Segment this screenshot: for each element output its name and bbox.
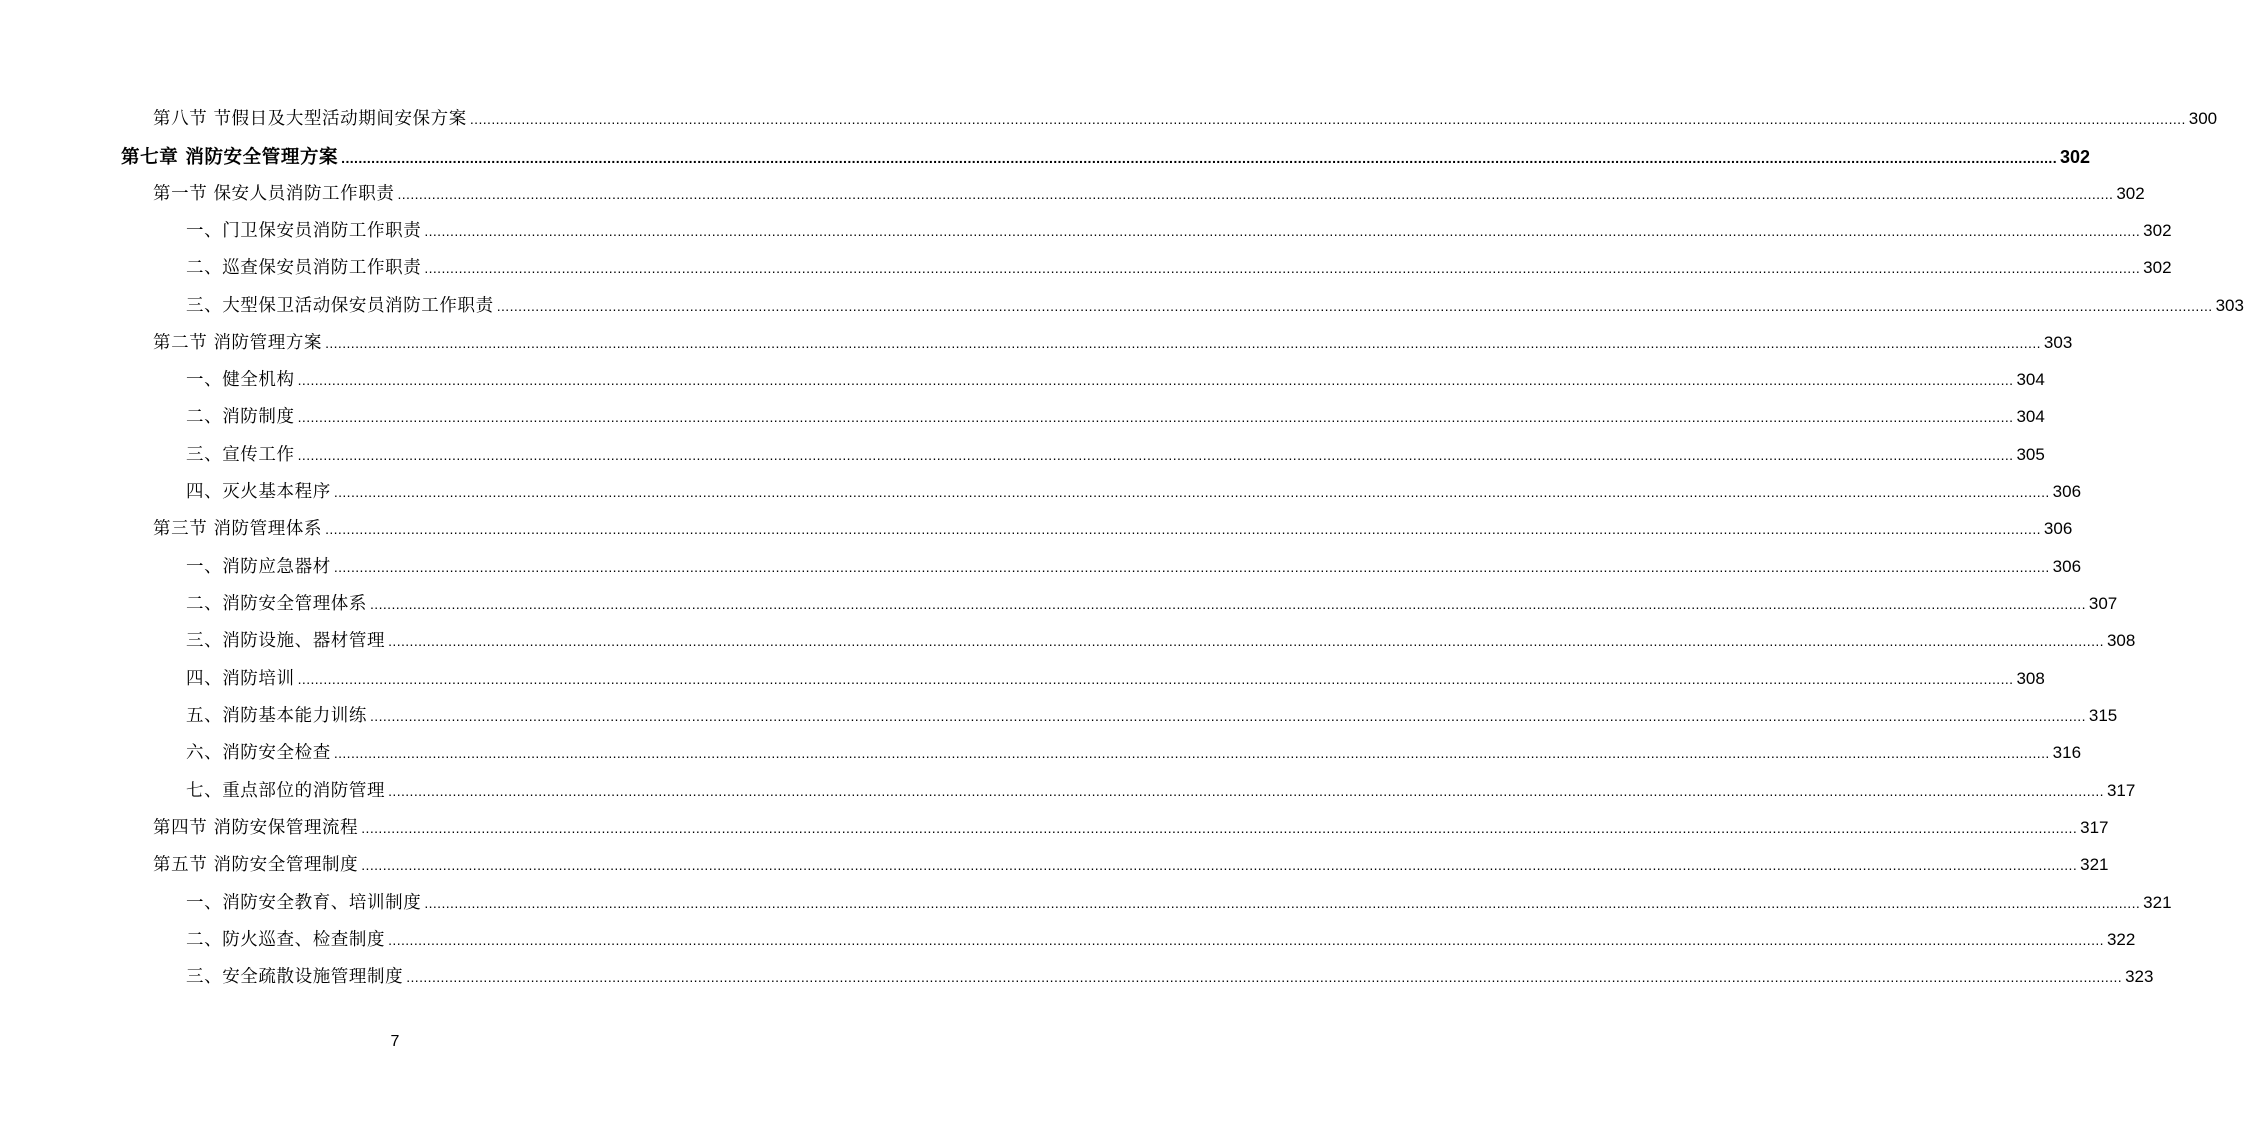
toc-entry[interactable] [186, 668, 2045, 690]
toc-entry-title: 六、消防安全检查 [186, 743, 331, 763]
toc-entry-title: 第五节 消防安全管理制度 [153, 855, 359, 875]
toc-entry[interactable] [186, 481, 2082, 503]
toc-leader-dots: ................................................................................................................................................................................................................................................................................................................................................................................................................ [370, 708, 2086, 724]
toc-entry-title: 第八节 节假日及大型活动期间安保方案 [153, 109, 467, 129]
toc-entry-page: 300 [2188, 109, 2218, 128]
toc-leader-dots: ................................................................................................................................................................................................................................................................................................................................................................................................................ [297, 372, 2014, 388]
toc-entry-page: 306 [2052, 557, 2082, 576]
toc-leader-dots: ................................................................................................................................................................................................................................................................................................................................................................................................................ [325, 521, 2041, 537]
toc-entry[interactable] [153, 332, 2073, 354]
toc-entry-title: 三、消防设施、器材管理 [186, 631, 386, 651]
toc-entry-page: 302 [2143, 221, 2172, 240]
toc-leader-dots: ................................................................................................................................................................................................................................................................................................................................................................................................................ [333, 559, 2050, 575]
toc-entry-page: 317 [2106, 781, 2136, 800]
toc-entry-page: 303 [2215, 296, 2244, 315]
page-number: 7 [390, 1033, 400, 1050]
toc-leader-dots: ................................................................................................................................................................................................................................................................................................................................................................................................................ [361, 857, 2078, 873]
toc-leader-dots: ................................................................................................................................................................................................................................................................................................................................................................................................................ [370, 596, 2086, 612]
toc-entry[interactable] [186, 220, 2172, 242]
toc-entry-title: 第七章 消防安全管理方案 [121, 147, 339, 168]
toc-entry-page: 304 [2016, 407, 2045, 426]
toc-entry[interactable] [153, 108, 2218, 130]
toc-entry[interactable] [153, 854, 2109, 876]
toc-leader-dots: ................................................................................................................................................................................................................................................................................................................................................................................................................ [424, 895, 2141, 911]
toc-entry-page: 315 [2088, 706, 2118, 725]
toc-entry-title: 一、消防安全教育、培训制度 [186, 893, 422, 913]
toc-entry[interactable] [186, 257, 2172, 279]
toc-leader-dots: ................................................................................................................................................................................................................................................................................................................................................................................................................ [388, 783, 2104, 799]
toc-entry-page: 307 [2088, 594, 2118, 613]
toc-entry-title: 二、巡查保安员消防工作职责 [186, 258, 422, 278]
toc-entry[interactable] [186, 966, 2154, 988]
toc-entry-title: 三、大型保卫活动保安员消防工作职责 [186, 296, 494, 316]
toc-entry-title: 二、消防安全管理体系 [186, 594, 367, 614]
toc-entry[interactable] [186, 295, 2244, 317]
toc-entry-page: 321 [2080, 855, 2109, 874]
toc-leader-dots: ................................................................................................................................................................................................................................................................................................................................................................................................................ [297, 671, 2014, 687]
toc-entry-page: 306 [2043, 519, 2073, 538]
toc-entry-title: 第三节 消防管理体系 [153, 519, 323, 539]
toc-leader-dots: ................................................................................................................................................................................................................................................................................................................................................................................................................ [388, 633, 2104, 649]
toc-leader-dots: ................................................................................................................................................................................................................................................................................................................................................................................................................ [397, 186, 2114, 202]
toc-entry[interactable] [186, 406, 2045, 428]
toc-entry-page: 323 [2125, 967, 2154, 986]
toc-leader-dots: ................................................................................................................................................................................................................................................................................................................................................................................................................ [333, 745, 2050, 761]
toc-entry-title: 一、健全机构 [186, 370, 295, 390]
toc-entry[interactable] [186, 369, 2045, 391]
toc-entry[interactable] [186, 780, 2136, 802]
toc-entry[interactable] [153, 183, 2145, 205]
toc-entry-page: 302 [2143, 258, 2172, 277]
toc-entry[interactable] [186, 929, 2136, 951]
toc-leader-dots: ................................................................................................................................................................................................................................................................................................................................................................................................................ [424, 260, 2141, 276]
toc-entry-title: 二、消防制度 [186, 407, 295, 427]
toc-entry-page: 305 [2016, 445, 2045, 464]
toc-entry[interactable] [186, 630, 2136, 652]
toc-entry-page: 316 [2052, 743, 2082, 762]
toc-entry[interactable] [153, 518, 2073, 540]
toc-entry[interactable] [186, 892, 2172, 914]
toc-entry-title: 第一节 保安人员消防工作职责 [153, 184, 395, 204]
toc-entry-page: 304 [2016, 370, 2045, 389]
toc-chapter-entry[interactable] [121, 146, 2091, 169]
toc-leader-dots: ................................................................................................................................................................................................................................................................................................................................................................................................................ [388, 932, 2104, 948]
toc-leader-dots: ................................................................................................................................................................................................................................................................................................................................................................................................................ [496, 298, 2213, 314]
toc-leader-dots: ................................................................................................................................................................................................................................................................................................................................................................................................................ [297, 409, 2014, 425]
toc-entry-title: 一、门卫保安员消防工作职责 [186, 221, 422, 241]
toc-entry[interactable] [186, 556, 2082, 578]
toc-entry-title: 四、消防培训 [186, 669, 295, 689]
toc-leader-dots: ................................................................................................................................................................................................................................................................................................................................................................................................................ [469, 111, 2186, 127]
toc-entry-page: 306 [2052, 482, 2082, 501]
toc-entry-page: 308 [2106, 631, 2136, 650]
toc-entry-title: 三、安全疏散设施管理制度 [186, 967, 404, 987]
toc-entry-page: 302 [2060, 147, 2091, 167]
toc-entry[interactable] [186, 742, 2082, 764]
toc-entry[interactable] [153, 817, 2109, 839]
toc-entry-title: 五、消防基本能力训练 [186, 706, 367, 726]
toc-leader-dots: ................................................................................................................................................................................................................................................................................................................................................................................................................ [297, 447, 2014, 463]
toc-entry[interactable] [186, 705, 2118, 727]
toc-entry-page: 308 [2016, 669, 2045, 688]
toc-entry-page: 302 [2116, 184, 2145, 203]
toc-entry-title: 一、消防应急器材 [186, 557, 331, 577]
toc-entry-page: 321 [2143, 893, 2172, 912]
toc-leader-dots: ................................................................................................................................................................................................................................................................................................................................................................................................................ [361, 820, 2078, 836]
toc-entry-title: 第二节 消防管理方案 [153, 333, 323, 353]
toc-leader-dots: ................................................................................................................................................................................................................................................................................................................................................................................................................ [424, 223, 2141, 239]
toc-entry-title: 四、灭火基本程序 [186, 482, 331, 502]
toc-entry[interactable] [186, 593, 2118, 615]
toc-leader-dots: ................................................................................................................................................................................................................................................................................................................................................................................................................ [333, 484, 2050, 500]
toc-entry-title: 七、重点部位的消防管理 [186, 781, 386, 801]
toc-entry-title: 三、宣传工作 [186, 445, 295, 465]
toc-entry[interactable] [186, 444, 2045, 466]
toc-leader-dots: ................................................................................................................................................................................................................................................................................................................................................................................................................ [325, 335, 2041, 351]
toc-entry-title: 第四节 消防安保管理流程 [153, 818, 359, 838]
toc-entry-page: 317 [2080, 818, 2109, 837]
toc-leader-dots: ................................................................................................................................................................................................................................................................................................................................................................................................................ [341, 150, 2058, 166]
toc-entry-title: 二、防火巡查、检查制度 [186, 930, 386, 950]
toc-entry-page: 322 [2106, 930, 2136, 949]
toc-leader-dots: ................................................................................................................................................................................................................................................................................................................................................................................................................ [406, 969, 2123, 985]
toc-entry-page: 303 [2043, 333, 2073, 352]
